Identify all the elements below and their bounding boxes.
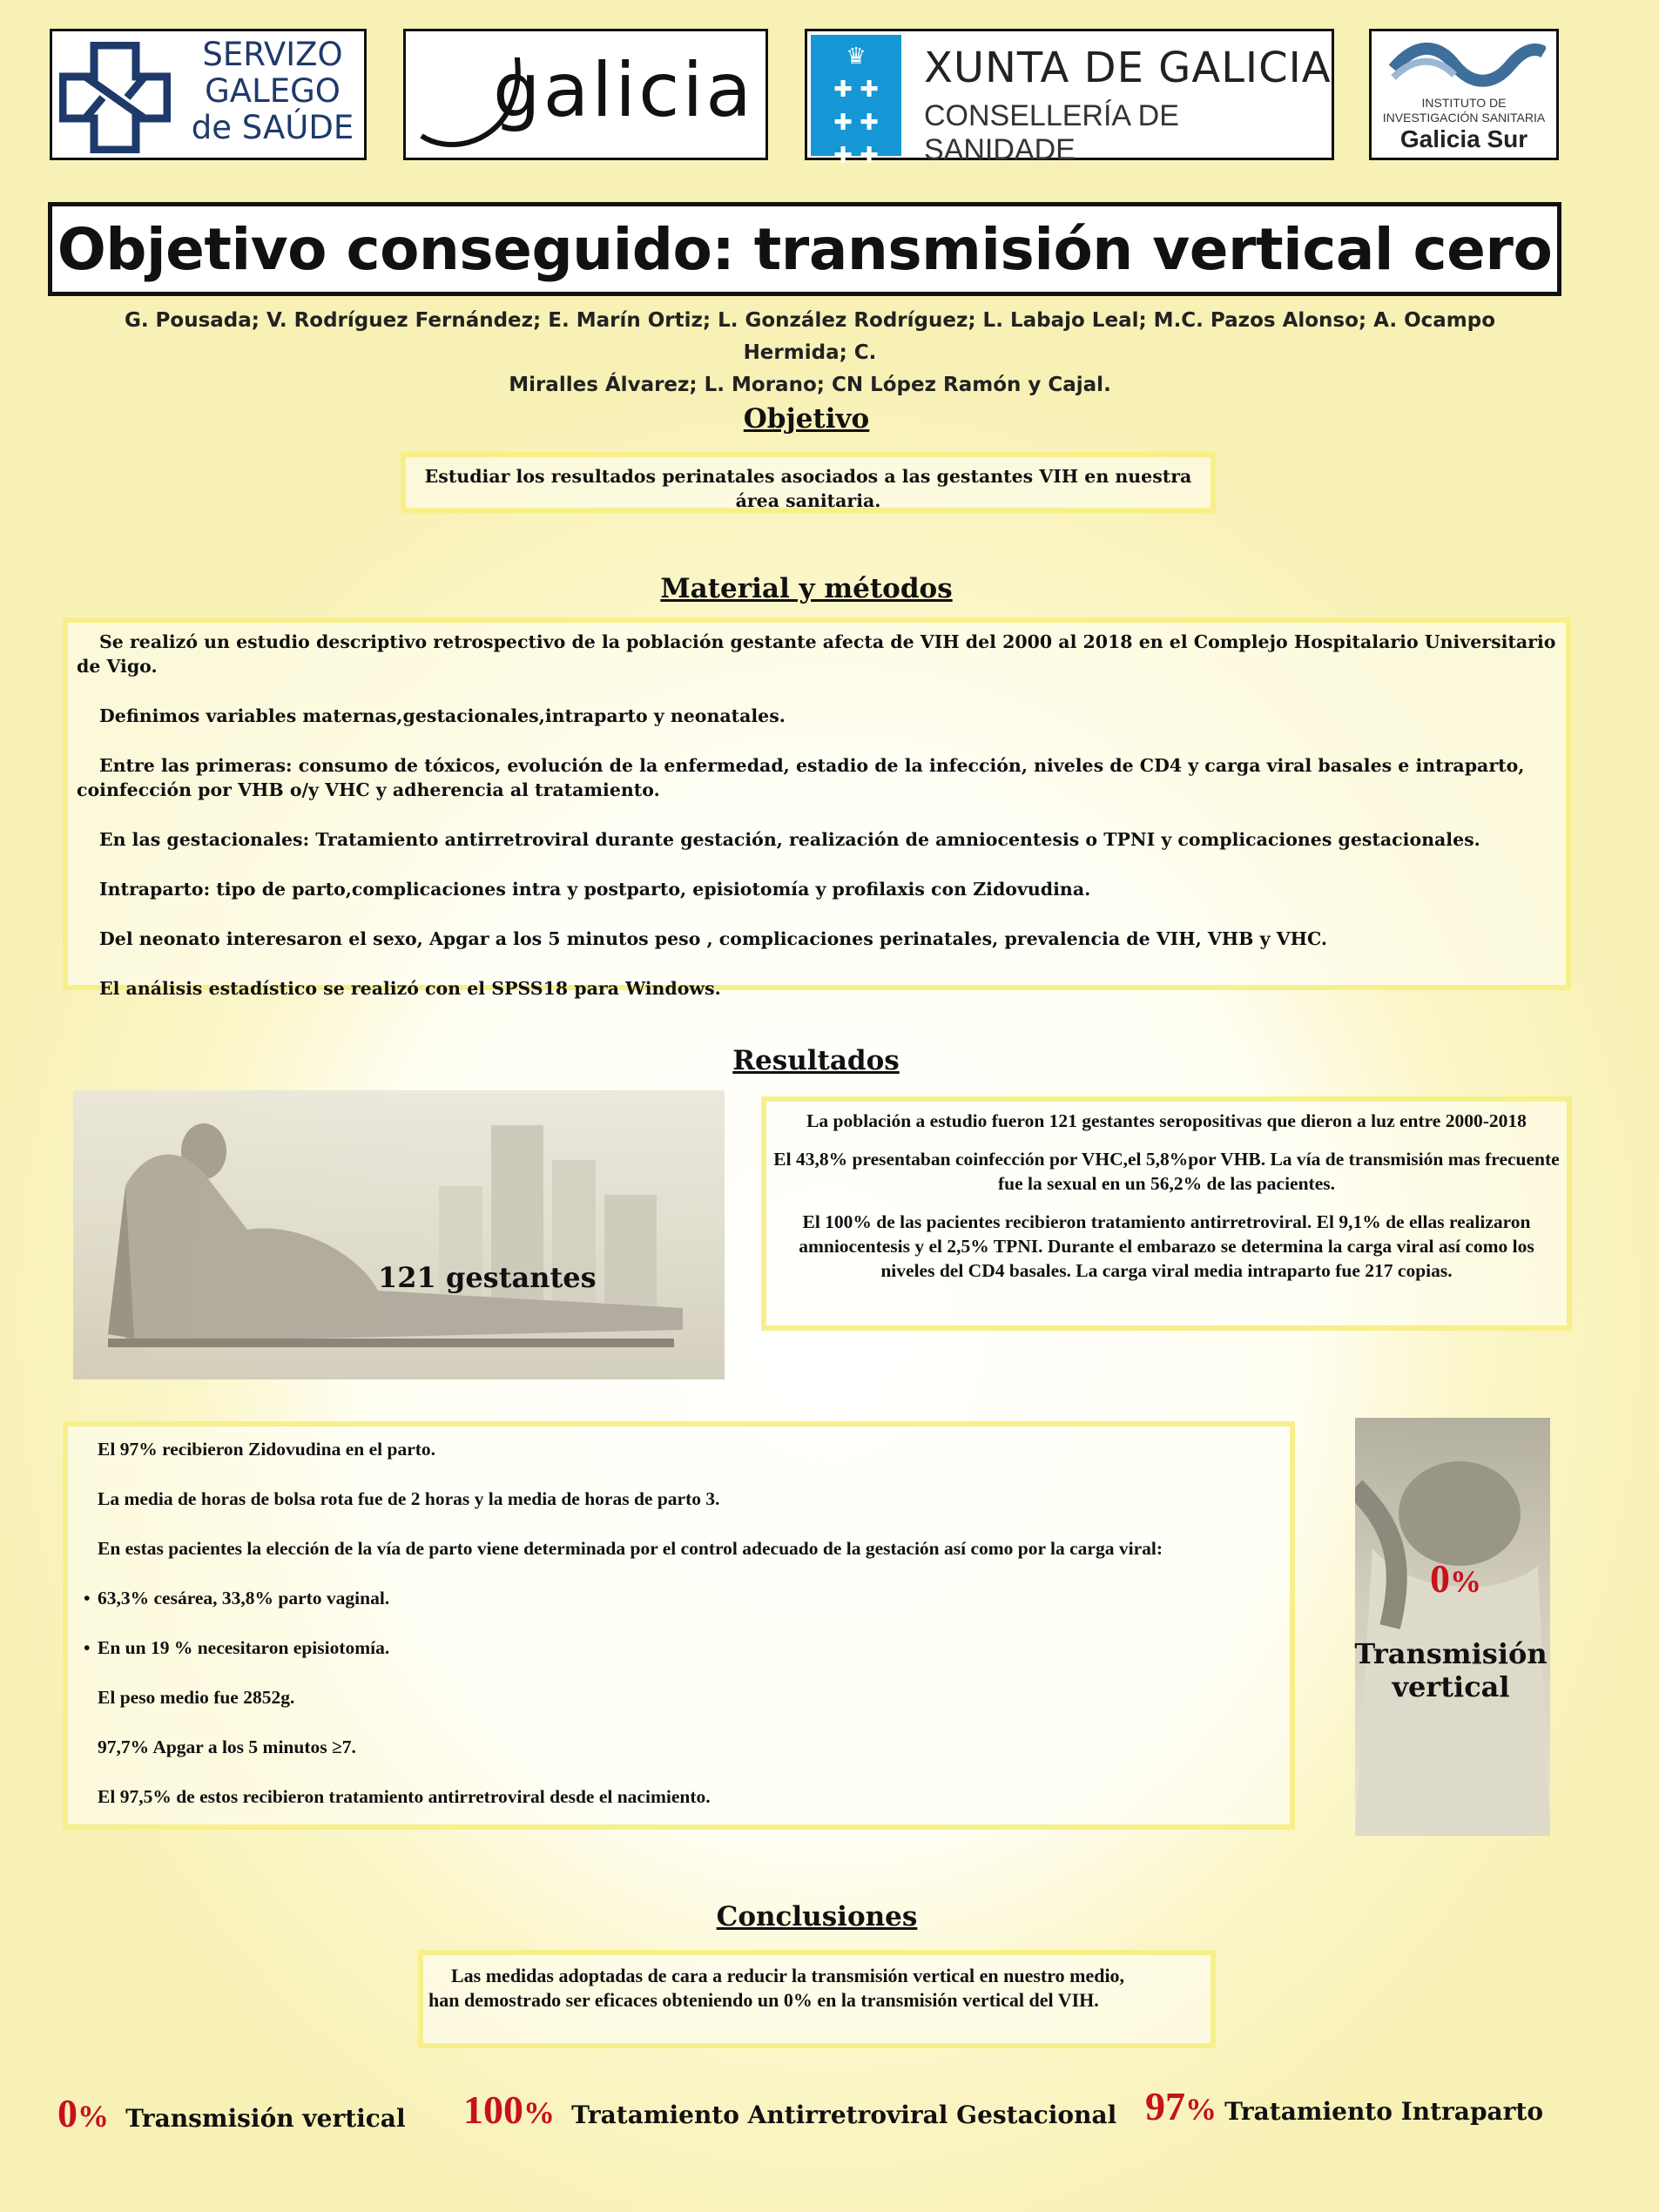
stat-label: Tratamiento Antirretroviral Gestacional bbox=[571, 2101, 1117, 2129]
objetivo-box bbox=[401, 452, 1216, 513]
side-stat bbox=[1430, 1555, 1481, 1602]
resultados-item: El peso medio fue 2852g. bbox=[98, 1687, 295, 1708]
xunta-subtitle: CONSELLERÍA DE SANIDADE bbox=[924, 99, 1179, 166]
stat-percent: % bbox=[1185, 2092, 1217, 2127]
resultados-paragraph: El 43,8% presentaban coinfección por VHC,el 5,8%por VHB. La vía de transmisión mas frecuente fue la sexual en un 56,2% de las pacientes. bbox=[773, 1149, 1560, 1194]
xunta-logo bbox=[805, 29, 1334, 169]
poster-title-box bbox=[48, 202, 1561, 296]
stat-value: 100 bbox=[463, 2087, 523, 2132]
authors bbox=[70, 305, 1550, 401]
conclusiones-box bbox=[418, 1950, 1216, 2048]
side-stat-value: 0 bbox=[1430, 1556, 1450, 1601]
material-paragraph: Definimos variables maternas,gestacionales,intraparto y neonatales. bbox=[99, 705, 786, 726]
objetivo-text: Estudiar los resultados perinatales asociados a las gestantes VIH en nuestra área sanitaria. bbox=[424, 466, 1192, 511]
xunta-shield-icon: ♛ ✚ ✚ ✚ ✚ ✚ ✚ bbox=[811, 35, 901, 156]
sergas-line-2: GALEGO bbox=[205, 72, 341, 110]
resultados-box-2 bbox=[63, 1421, 1295, 1830]
newborn-photo bbox=[1355, 1418, 1550, 1836]
galicia-logo bbox=[403, 29, 768, 160]
stat-label: Tratamiento Intraparto bbox=[1224, 2097, 1544, 2126]
resultados-paragraph: La población a estudio fueron 121 gestantes seropositivas que dieron a luz entre 2000-2018 bbox=[806, 1110, 1527, 1131]
resultados-item: La media de horas de bolsa rota fue de 2 horas y la media de horas de parto 3. bbox=[98, 1488, 720, 1509]
resultados-item: El 97% recibieron Zidovudina en el parto. bbox=[98, 1439, 436, 1460]
photo-caption: 121 gestantes bbox=[378, 1261, 597, 1294]
stat-label: Transmisión vertical bbox=[125, 2104, 406, 2133]
material-box bbox=[63, 617, 1571, 999]
stat-value: 0 bbox=[57, 2091, 78, 2135]
material-paragraph: El análisis estadístico se realizó con el SPSS18 para Windows. bbox=[99, 978, 721, 999]
stat-tratamiento-intraparto bbox=[1145, 2083, 1543, 2129]
stat-tratamiento-gestacional bbox=[463, 2087, 1116, 2133]
conclusiones-line-2: han demostrado ser eficaces obteniendo un 0% en la transmisión vertical del VIH. bbox=[428, 1989, 1099, 2011]
iis-wave-icon bbox=[1389, 38, 1546, 91]
authors-line-2: Miralles Álvarez; L. Morano; CN López Ramón y Cajal. bbox=[509, 374, 1111, 396]
sergas-line-1: SERVIZO bbox=[202, 36, 343, 73]
side-stat-percent: % bbox=[1450, 1564, 1481, 1599]
iis-name: Galicia Sur bbox=[1399, 125, 1528, 152]
objetivo-heading: Objetivo bbox=[743, 403, 870, 435]
material-paragraph: Intraparto: tipo de parto,complicaciones intra y postparto, episiotomía y profilaxis con Zidovudina. bbox=[99, 879, 1091, 900]
material-heading: Material y métodos bbox=[660, 573, 953, 604]
material-paragraph: En las gestacionales: Tratamiento antirretroviral durante gestación, realización de amniocentesis o TPNI y complicaciones gestacionales. bbox=[99, 829, 1480, 850]
conclusiones-heading: Conclusiones bbox=[716, 1901, 918, 1932]
sergas-cross-icon bbox=[59, 42, 171, 153]
resultados-item: 97,7% Apgar a los 5 minutos ≥7. bbox=[98, 1737, 356, 1757]
material-paragraph: Entre las primeras: consumo de tóxicos, evolución de la enfermedad, estadio de la infección, niveles de CD4 y carga viral basales e intraparto, coinfección por VHB o/y VHC y adherencia al tratamiento. bbox=[77, 755, 1525, 800]
material-paragraph: Del neonato interesaron el sexo, Apgar a los 5 minutos peso , complicaciones perinatales, prevalencia de VIH, VHB y VHC. bbox=[99, 928, 1328, 949]
sergas-logo bbox=[50, 29, 367, 160]
material-paragraph: Se realizó un estudio descriptivo retrospectivo de la población gestante afecta de VIH del 2000 al 2018 en el Complejo Hospitalario Universitario de Vigo. bbox=[77, 631, 1556, 677]
resultados-paragraph: El 100% de las pacientes recibieron tratamiento antirretroviral. El 9,1% de ellas realizaron amniocentesis y el 2,5% TPNI. Durante el embarazo se determina la carga viral así como los niveles del CD4 basales. La carga viral media intraparto fue 217 copias. bbox=[799, 1211, 1534, 1281]
stat-transmision bbox=[57, 2090, 406, 2136]
galicia-wordmark: galicia bbox=[493, 47, 754, 134]
resultados-item: El 97,5% de estos recibieron tratamiento antirretroviral desde el nacimiento. bbox=[98, 1786, 711, 1807]
stat-value: 97 bbox=[1145, 2084, 1185, 2128]
sergas-line-3: de SAÚDE bbox=[191, 109, 354, 146]
resultados-item: En estas pacientes la elección de la vía de parto viene determinada por el control adecuado de la gestación así como por la carga viral: bbox=[98, 1538, 1163, 1559]
iis-line-2: INVESTIGACIÓN SANITARIA bbox=[1382, 111, 1546, 125]
conclusiones-line-1: Las medidas adoptadas de cara a reducir la transmisión vertical en nuestro medio, bbox=[451, 1965, 1125, 1986]
stat-percent: % bbox=[523, 2095, 555, 2130]
resultados-bullet-item: • En un 19 % necesitaron episiotomía. bbox=[75, 1635, 1283, 1660]
side-stat-label: Transmisión vertical bbox=[1354, 1637, 1548, 1703]
iis-line-1: INSTITUTO DE bbox=[1421, 96, 1507, 110]
xunta-title: XUNTA DE GALICIA bbox=[924, 44, 1332, 92]
iis-logo bbox=[1369, 29, 1559, 160]
pregnant-woman-photo bbox=[73, 1090, 725, 1379]
poster-title: Objetivo conseguido: transmisión vertical cero bbox=[57, 215, 1553, 283]
resultados-box-1 bbox=[761, 1096, 1572, 1331]
resultados-bullet-item: • 63,3% cesárea, 33,8% parto vaginal. bbox=[75, 1586, 1283, 1610]
resultados-heading: Resultados bbox=[732, 1045, 900, 1076]
authors-line-1: G. Pousada; V. Rodríguez Fernández; E. Marín Ortiz; L. González Rodríguez; L. Labajo Leal; M.C. Pazos Alonso; A. Ocampo Hermida; C. bbox=[124, 309, 1496, 364]
stat-percent: % bbox=[78, 2099, 109, 2134]
